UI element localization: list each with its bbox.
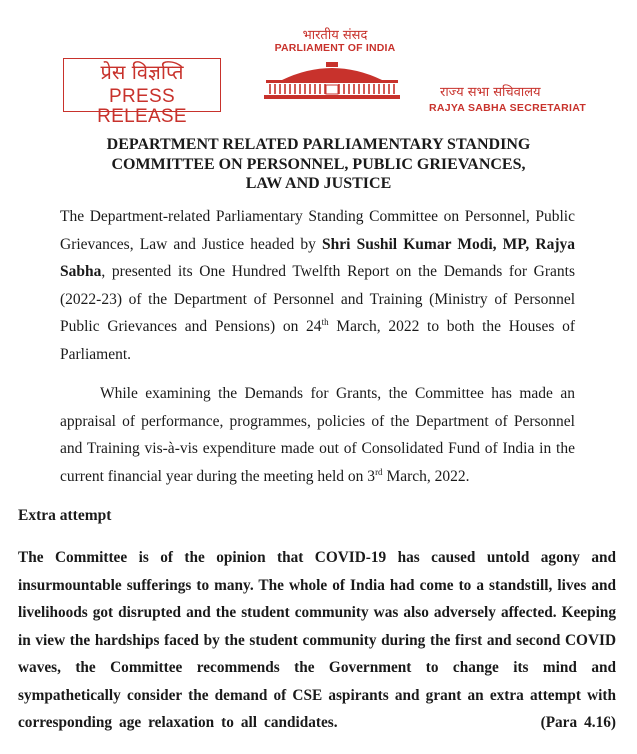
chairman-name: Shri Sushil Kumar Modi, MP, Rajya Sabha bbox=[60, 235, 575, 280]
recommendation-paragraph bbox=[18, 544, 616, 737]
secretariat-title-hindi: राज्य सभा सचिवालय bbox=[440, 85, 541, 100]
ordinal-suffix: rd bbox=[375, 466, 383, 477]
parliament-title-english: PARLIAMENT OF INDIA bbox=[274, 42, 396, 54]
para1-text: , presented its One Hundred Twelfth Report on the Demands for Grants (2022-23) of the Department of Personnel and Training (Ministry of Personnel Public Grievances and Pensions) on 24 bbox=[60, 263, 575, 335]
heading-line: LAW AND JUSTICE bbox=[245, 175, 392, 192]
parliament-title-hindi: भारतीय संसद bbox=[302, 28, 368, 43]
para1-text: The Department-related Parliamentary Standing Committee on Personnel, Public Grievances, Law and Justice headed by bbox=[60, 208, 575, 253]
press-release-stamp bbox=[63, 58, 221, 127]
ordinal-suffix: th bbox=[321, 317, 329, 327]
secretariat-title-english: RAJYA SABHA SECRETARIAT bbox=[429, 102, 587, 114]
section-title: Extra attempt bbox=[18, 507, 112, 524]
para2-text: March, 2022. bbox=[382, 467, 470, 485]
heading-line: COMMITTEE ON PERSONNEL, PUBLIC GRIEVANCES, bbox=[111, 155, 526, 173]
document-heading bbox=[60, 135, 577, 194]
para1-text: March, 2022 to both the Houses of Parliament. bbox=[60, 318, 575, 363]
paragraph-demands-examination bbox=[60, 380, 575, 490]
parliament-building-icon bbox=[262, 60, 402, 102]
recommendation-text: The Committee is of the opinion that COVID-19 has caused untold agony and insurmountable sufferings to many. The whole of India had come to a standstill, lives and livelihoods got disrupted and the student community was also adversely affected. Keeping in view the hardships faced by the student community during the first and second COVID waves, the Committee recommends the Government to change its mind and sympathetically consider the demand of CSE aspirants and grant an extra attempt with corresponding age relaxation to all candidates. bbox=[18, 549, 616, 731]
press-release-english: PRESS RELEASE bbox=[97, 86, 187, 127]
press-release-hindi: प्रेस विज्ञप्ति bbox=[100, 60, 184, 84]
paragraph-reference: (Para 4.16) bbox=[540, 714, 616, 731]
paragraph-report-presentation bbox=[60, 203, 575, 368]
para2-text: While examining the Demands for Grants, the Committee has made an appraisal of performance, programmes, policies of the Department of Personnel and Training vis-à-vis expenditure made out of Consolidated Fund of India in the current financial year during the meeting held on 3 bbox=[60, 385, 575, 485]
heading-line: DEPARTMENT RELATED PARLIAMENTARY STANDING bbox=[106, 136, 531, 153]
